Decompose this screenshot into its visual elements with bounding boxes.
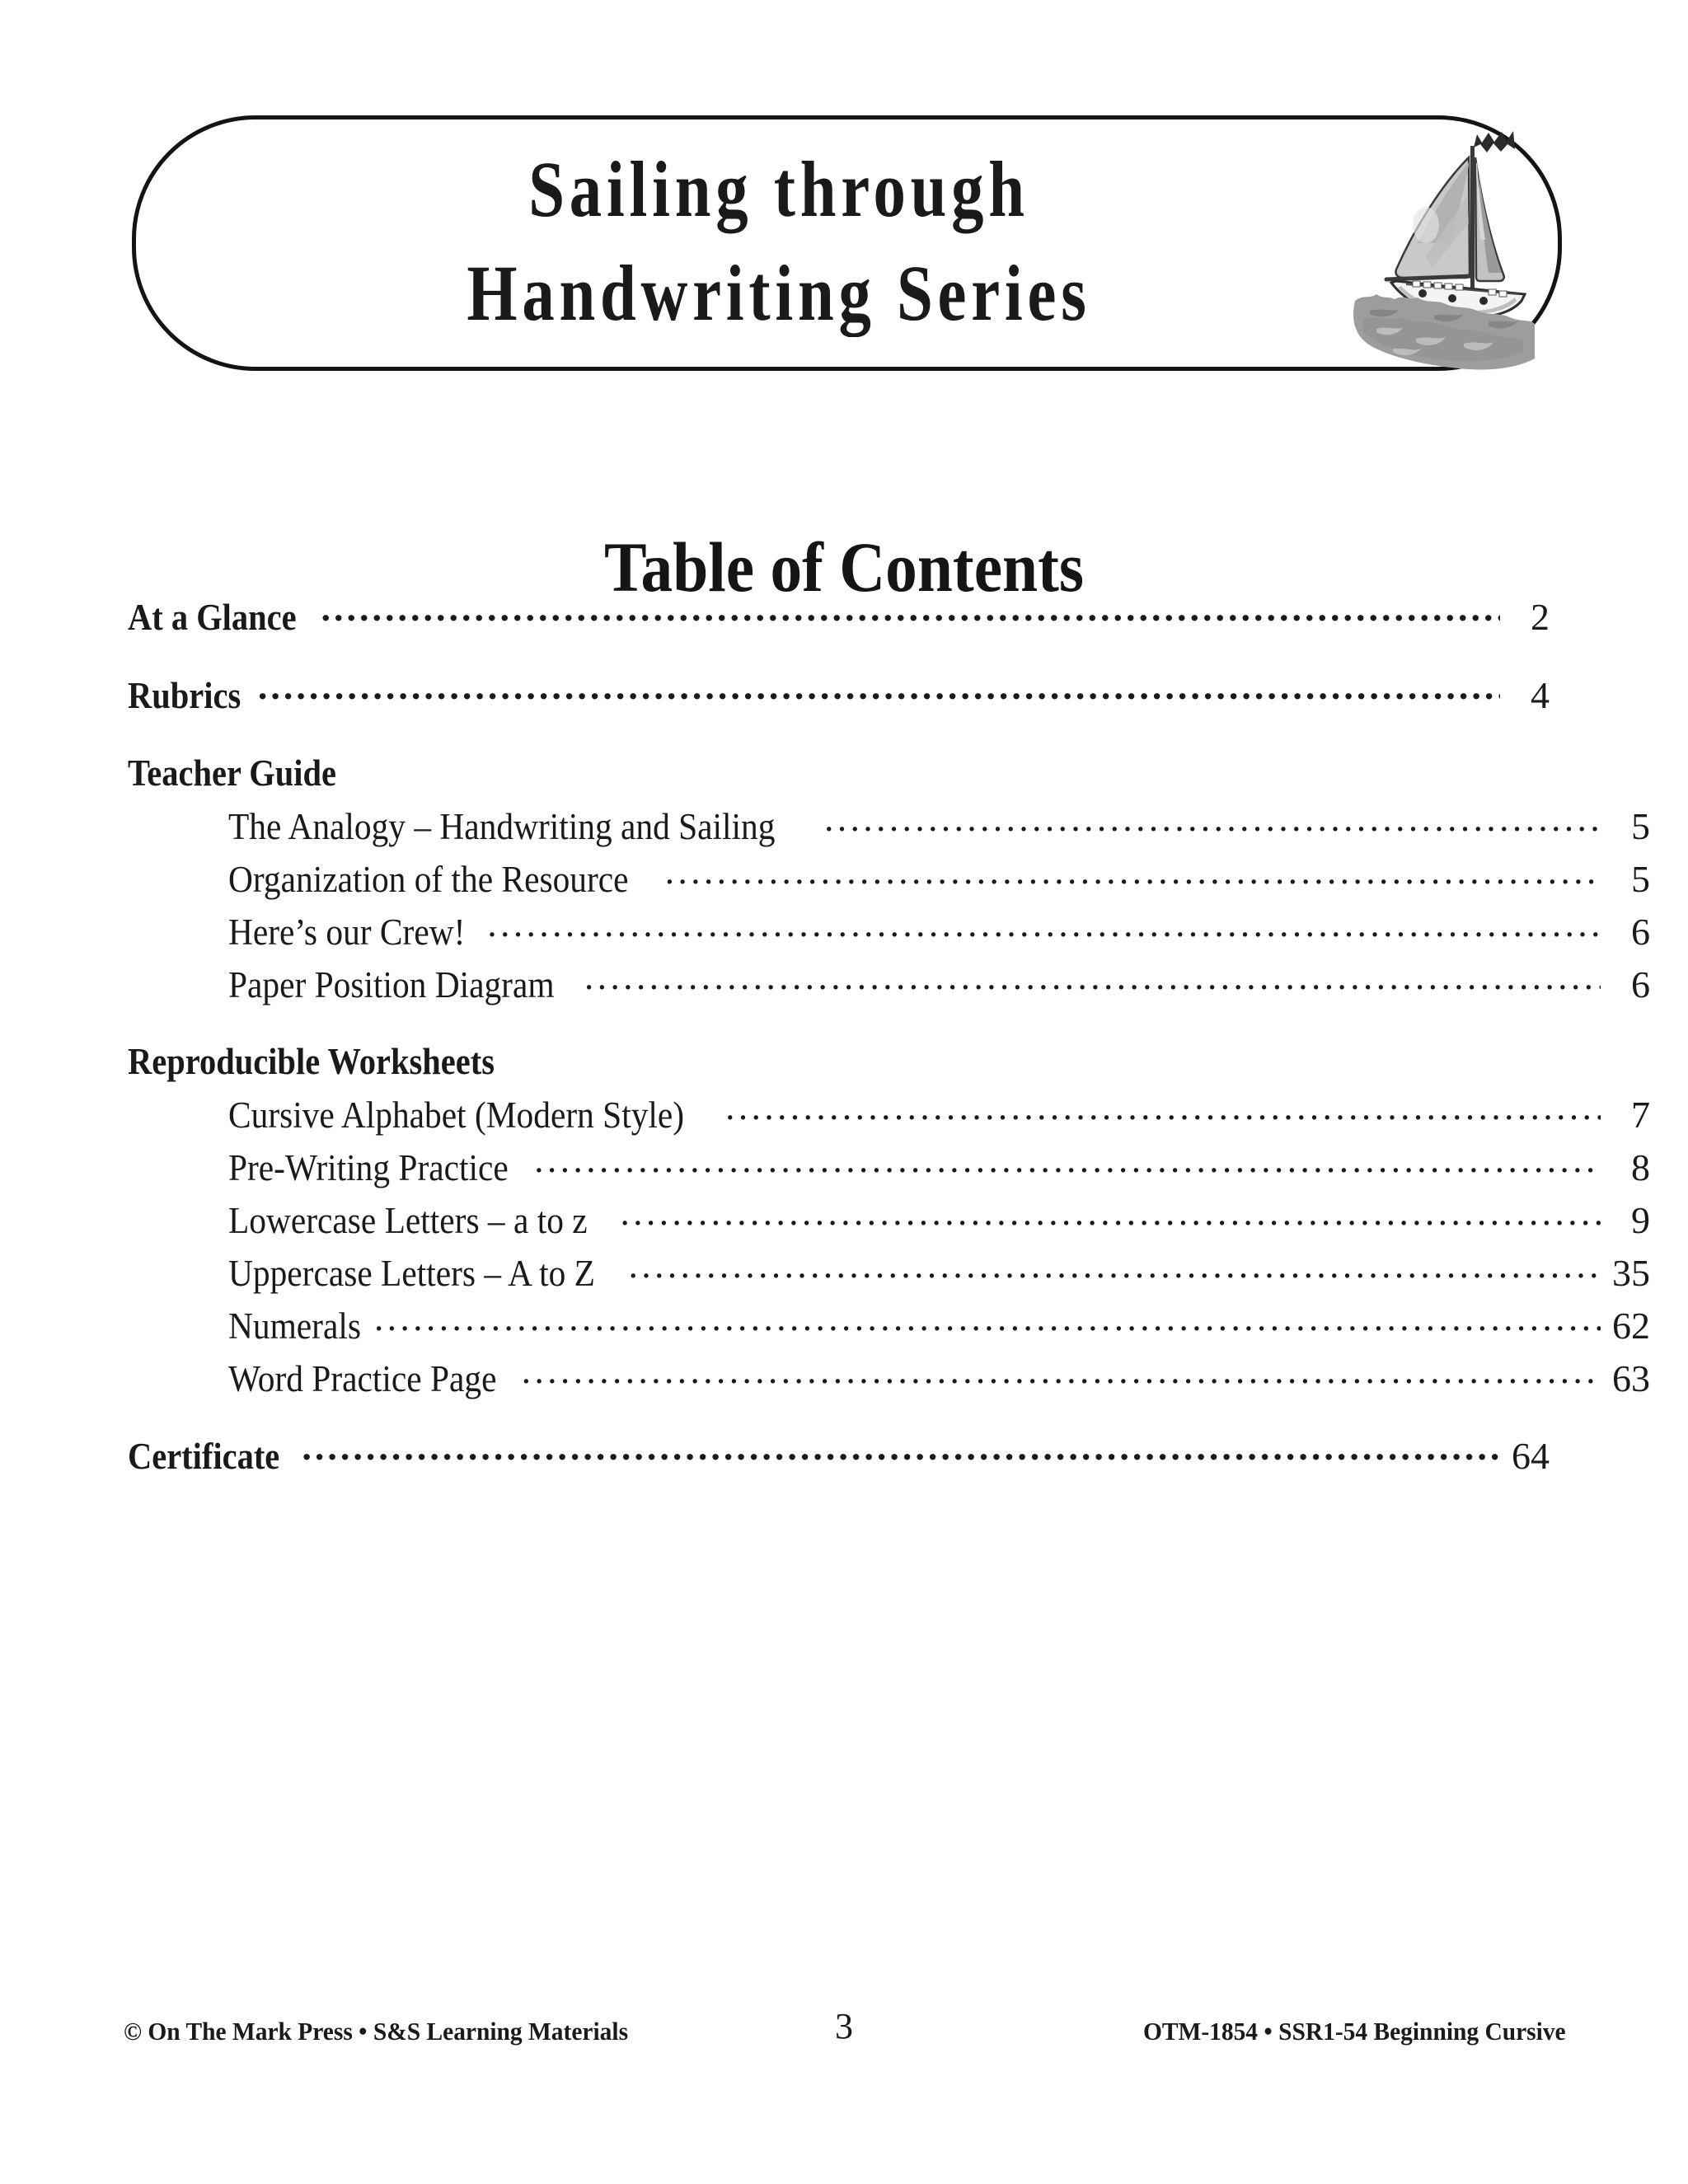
dot-leader [487, 907, 1601, 944]
toc-section-label: Reproducible Worksheets [128, 1040, 495, 1082]
dot-leader [665, 855, 1601, 892]
toc-entry-label: Certificate [128, 1435, 280, 1477]
dot-leader [584, 960, 1601, 997]
footer-product-code: OTM-1854 • SSR1-54 Beginning Cursive [1143, 2017, 1566, 2046]
page-title: Table of Contents [603, 527, 1085, 607]
toc-entry-page: 62 [1612, 1305, 1650, 1347]
toc-entry-word-practice-page[interactable] [128, 1354, 1650, 1399]
dot-leader [522, 1354, 1601, 1391]
sailboat-icon [1327, 124, 1541, 372]
toc-entry-uppercase-letters[interactable] [128, 1249, 1650, 1294]
toc-entry-the-analogy[interactable] [128, 802, 1650, 847]
dot-leader [534, 1143, 1601, 1180]
toc-entry-label: Cursive Alphabet (Modern Style) [228, 1094, 685, 1136]
dot-leader [824, 802, 1601, 839]
toc-entry-page: 2 [1531, 596, 1550, 638]
title-banner [132, 115, 1562, 371]
dot-leader [629, 1249, 1601, 1286]
toc-section-teacher-guide [128, 752, 1550, 794]
dot-leader [621, 1196, 1601, 1233]
toc-entry-page: 5 [1631, 805, 1650, 847]
toc-entry-at-a-glance[interactable] [128, 592, 1550, 639]
toc-entry-lowercase-letters[interactable] [128, 1196, 1650, 1241]
toc-section-reproducible-worksheets [128, 1040, 1550, 1083]
toc-entry-page: 5 [1631, 858, 1650, 900]
toc-entry-page: 6 [1631, 963, 1650, 1005]
toc-entry-label: Pre-Writing Practice [228, 1147, 509, 1188]
toc-entry-page: 63 [1612, 1357, 1650, 1399]
toc-entry-label: Here’s our Crew! [228, 912, 466, 953]
toc-entry-label: Word Practice Page [228, 1358, 497, 1399]
toc-entry-certificate[interactable] [128, 1431, 1550, 1478]
footer-page-number: 3 [835, 2006, 853, 2046]
banner-title-line-2: Handwriting Series [467, 249, 1091, 337]
toc-entry-cursive-alphabet[interactable] [128, 1090, 1650, 1136]
toc-entry-heres-our-crew[interactable] [128, 907, 1650, 953]
table-of-contents [128, 592, 1650, 1478]
dot-leader [725, 1090, 1601, 1127]
toc-entry-label: At a Glance [128, 596, 297, 638]
toc-entry-rubrics[interactable] [128, 670, 1550, 717]
toc-entry-label: Lowercase Letters – a to z [228, 1200, 588, 1241]
toc-entry-paper-position-diagram[interactable] [128, 960, 1650, 1005]
dot-leader [302, 1431, 1500, 1469]
dot-leader [258, 670, 1500, 708]
toc-entry-page: 64 [1512, 1435, 1550, 1477]
toc-entry-page: 8 [1631, 1146, 1650, 1188]
toc-entry-numerals[interactable] [128, 1301, 1650, 1347]
toc-entry-label: Paper Position Diagram [228, 964, 555, 1005]
toc-entry-label: Numerals [228, 1305, 361, 1347]
page-footer [0, 2006, 1688, 2064]
toc-entry-page: 7 [1631, 1094, 1650, 1136]
toc-entry-label: Organization of the Resource [228, 859, 629, 900]
banner-title [251, 138, 1306, 345]
toc-section-label: Teacher Guide [128, 752, 337, 794]
dot-leader [321, 592, 1500, 630]
toc-entry-label: The Analogy – Handwriting and Sailing [228, 806, 776, 847]
banner-title-line-1: Sailing through [528, 145, 1029, 233]
toc-entry-label: Rubrics [128, 674, 241, 716]
footer-copyright: © On The Mark Press • S&S Learning Materials [124, 2017, 629, 2046]
toc-entry-label: Uppercase Letters – A to Z [228, 1253, 595, 1294]
toc-entry-page: 9 [1631, 1199, 1650, 1241]
toc-entry-page: 35 [1612, 1252, 1650, 1294]
toc-entry-pre-writing-practice[interactable] [128, 1143, 1650, 1188]
toc-entry-page: 4 [1531, 674, 1550, 716]
toc-entry-page: 6 [1631, 911, 1650, 953]
dot-leader [374, 1301, 1601, 1338]
toc-entry-organization-of-the-resource[interactable] [128, 855, 1650, 900]
